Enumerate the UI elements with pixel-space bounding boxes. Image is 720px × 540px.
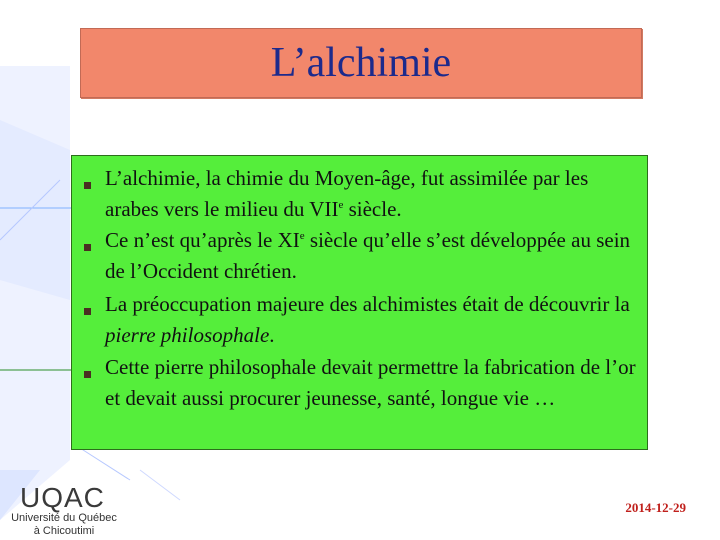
bullet-marker-icon	[84, 182, 91, 189]
bullet-marker-icon	[84, 244, 91, 251]
emphasis-text: pierre philosophale	[105, 323, 270, 347]
slide-date: 2014-12-29	[625, 500, 686, 515]
uqac-logo	[4, 482, 124, 538]
superscript: e	[338, 199, 344, 211]
bullet-text	[105, 352, 639, 414]
bullet-text	[105, 225, 639, 287]
bullet-text-part: Ce n’est qu’après le XI	[105, 228, 300, 252]
logo-subtitle-line2: à Chicoutimi	[33, 525, 95, 537]
bullet-marker-icon	[84, 308, 91, 315]
slide-title-box	[80, 28, 642, 98]
bullet-text-part: siècle.	[343, 197, 402, 221]
bullet-text	[105, 163, 639, 225]
logo-wordmark: UQAC	[20, 482, 105, 513]
bullet-text-part: .	[269, 323, 275, 347]
logo-subtitle-line1: Université du Québec	[11, 512, 117, 524]
superscript: e	[299, 230, 305, 242]
bullet-text-part: siècle qu’elle s’est développée au sein de l’Occident chrétien.	[105, 228, 631, 283]
bullet-text-part: L’alchimie, la chimie du Moyen-âge, fut assimilée par les arabes vers le milieu du VII	[105, 166, 589, 221]
bullet-text-part: La préoccupation majeure des alchimistes était de découvrir la	[105, 292, 630, 316]
bullet-marker-icon	[84, 371, 91, 378]
slide-title: L’alchimie	[270, 40, 452, 86]
bullet-text	[105, 289, 639, 351]
slide-content-box	[71, 155, 648, 450]
bullet-text-part: Cette pierre philosophale devait permettre la fabrication de l’or et devait aussi procurer jeunesse, santé, longue vie …	[105, 355, 636, 410]
